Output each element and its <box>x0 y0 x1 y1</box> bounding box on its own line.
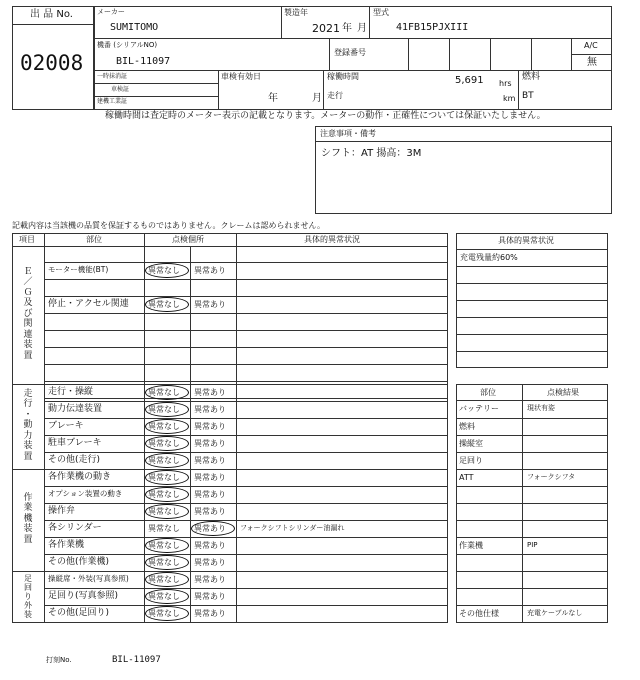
group-label-char: 及 <box>23 298 33 309</box>
notes-divider <box>315 141 612 142</box>
group-label-char: 作 <box>23 492 33 503</box>
right-result-row-line <box>456 571 608 572</box>
status-ok-circle <box>145 538 189 553</box>
status-ok-circle <box>145 453 189 468</box>
year-label: 製造年 <box>284 8 308 17</box>
table-row-line <box>44 452 448 453</box>
right-result-row-line <box>456 605 608 606</box>
table-row-line <box>44 588 448 589</box>
table-row-part: ブレーキ <box>48 421 84 431</box>
header-line <box>518 70 519 110</box>
group-label-char: 走 <box>23 388 33 399</box>
ac-value: 無 <box>587 57 597 68</box>
col-header-part: 部位 <box>86 235 102 244</box>
status-ng: 異常あり <box>194 609 226 618</box>
status-ok: 異常なし <box>148 473 180 482</box>
header-line <box>408 38 409 70</box>
month-unit: 月 <box>357 23 367 34</box>
table-row-detail: フォークシフトシリンダー油漏れ <box>240 524 345 532</box>
group-label-char: ・ <box>23 409 33 420</box>
status-ng: 異常あり <box>194 439 226 448</box>
status-ng: 異常あり <box>194 490 226 499</box>
status-ok-circle <box>145 589 189 604</box>
inspection-year-unit: 年 <box>268 93 278 104</box>
table-row-part: 各作業機の動き <box>48 472 112 482</box>
table-row-line <box>44 401 448 402</box>
table-row-part: 操縦席・外装(写真参照) <box>48 574 129 583</box>
notes-box <box>315 126 612 214</box>
table-header-line <box>12 246 448 247</box>
table-row-line <box>44 296 448 297</box>
header-line <box>94 70 612 71</box>
status-ng-circle <box>191 521 235 536</box>
hours-unit: hrs <box>499 79 512 88</box>
notes-label: 注意事項・備考 <box>320 129 376 138</box>
status-ok: 異常なし <box>148 541 180 550</box>
status-ng: 異常あり <box>194 541 226 550</box>
header-line <box>490 38 491 70</box>
table-row-line <box>44 605 448 606</box>
header-line <box>94 38 612 39</box>
stamp-value: BIL-11097 <box>112 655 161 665</box>
status-ok: 異常なし <box>148 592 180 601</box>
table-row-part: その他(作業機) <box>48 557 110 567</box>
maker-value: SUMITOMO <box>110 22 159 33</box>
year-value: 2021 <box>312 22 340 35</box>
header-line <box>369 6 370 38</box>
table-row-part: 足回り(写真参照) <box>48 591 119 601</box>
right-result-row-line <box>456 520 608 521</box>
right-result-row-line <box>456 435 608 436</box>
status-ok: 異常なし <box>148 266 180 275</box>
group-label-char: 回 <box>24 582 32 592</box>
group-label-char: び <box>23 308 33 319</box>
table-row-line <box>44 398 448 399</box>
status-ok-circle <box>145 263 189 278</box>
lot-number-label: 出 品 No. <box>30 9 73 20</box>
status-ok-circle <box>145 470 189 485</box>
status-ng: 異常あり <box>194 524 226 533</box>
table-row-part: その他(走行) <box>48 455 101 465</box>
status-ok: 異常なし <box>148 507 180 516</box>
group-label-char: り <box>24 591 32 601</box>
status-ok: 異常なし <box>148 609 180 618</box>
status-ok: 異常なし <box>148 524 180 533</box>
header-line <box>94 96 218 97</box>
status-ng: 異常あり <box>194 507 226 516</box>
group-label-char: 置 <box>23 451 33 462</box>
group-label <box>22 268 34 363</box>
header-line <box>531 38 532 70</box>
group-label-char: 動 <box>23 420 33 431</box>
right-result-row-line <box>456 418 608 419</box>
right-detail-row-line <box>456 334 608 335</box>
table-row-line <box>44 537 448 538</box>
ac-label: A/C <box>584 41 598 50</box>
right-result-row-line <box>456 503 608 504</box>
table-row-line <box>44 384 448 385</box>
table-col-line <box>44 233 45 623</box>
right-detail-row-line <box>456 351 608 352</box>
status-ok-circle <box>145 555 189 570</box>
group-label-char: ／ <box>23 277 33 288</box>
status-ok-circle <box>145 419 189 434</box>
right-result-row-line <box>456 486 608 487</box>
status-ok: 異常なし <box>148 490 180 499</box>
notes-text: シフト：AT 揚高：3M <box>321 148 422 159</box>
inspection-month-unit: 月 <box>312 93 322 104</box>
right-detail-row-line <box>456 283 608 284</box>
table-row-line <box>44 381 448 382</box>
vehicle-cert-label: 車検証 <box>111 86 130 93</box>
group-label-char: 業 <box>23 503 33 514</box>
vehicle-info-box <box>94 6 612 110</box>
status-ng: 異常あり <box>194 592 226 601</box>
status-ok: 異常なし <box>148 422 180 431</box>
status-ok-circle <box>145 436 189 451</box>
group-label-char: 力 <box>23 430 33 441</box>
status-ng: 異常あり <box>194 575 226 584</box>
right-result-value: 現状有姿 <box>527 404 555 412</box>
group-label <box>22 494 34 547</box>
right-result-part: 足回り <box>459 456 483 465</box>
right-result-row-line <box>456 452 608 453</box>
lot-number-value: 02008 <box>20 51 84 75</box>
group-label-char: 足 <box>24 573 32 583</box>
table-row-line <box>44 364 448 365</box>
special-cert-label: 建機工業証 <box>97 98 128 105</box>
col-header-item: 項目 <box>19 235 35 244</box>
right-detail-header-line <box>456 249 608 250</box>
inspection-label: 車検有効日 <box>221 72 261 81</box>
right-result-value: PIP <box>527 541 538 549</box>
right-detail-row-line <box>456 300 608 301</box>
km-label: 走行 <box>327 91 343 100</box>
status-ok-circle <box>145 606 189 621</box>
group-label <box>22 390 34 464</box>
model-value: 41FB15PJXIII <box>396 22 469 33</box>
right-result-row-line <box>456 537 608 538</box>
right-detail-row-line <box>456 317 608 318</box>
status-ng: 異常あり <box>194 266 226 275</box>
status-ng: 異常あり <box>194 388 226 397</box>
hours-label: 稼働時間 <box>327 72 359 81</box>
status-ok-circle <box>145 385 189 400</box>
group-label-char: 外 <box>24 600 32 610</box>
maker-label: メーカー <box>97 8 125 16</box>
status-ok: 異常なし <box>148 575 180 584</box>
right-result-part: バッテリー <box>459 404 499 413</box>
header-line <box>281 6 282 38</box>
table-row-part: 駐車ブレーキ <box>48 438 102 448</box>
status-ok-circle <box>145 572 189 587</box>
right-result-value: 充電ケーブルなし <box>527 609 583 617</box>
serial-label: 機番 (シリアルNO) <box>97 41 158 49</box>
table-row-line <box>44 554 448 555</box>
model-label: 型式 <box>373 8 389 17</box>
serial-value: BIL-11097 <box>116 56 171 67</box>
status-ok: 異常なし <box>148 300 180 309</box>
header-line <box>323 70 324 110</box>
status-ok-circle <box>145 504 189 519</box>
right-result-row-line <box>456 469 608 470</box>
table-row-part: 操作弁 <box>48 506 76 516</box>
status-ok-circle <box>145 402 189 417</box>
right-result-part: 燃料 <box>459 422 475 431</box>
status-ok-circle <box>145 487 189 502</box>
status-ng: 異常あり <box>194 405 226 414</box>
header-line <box>94 83 218 84</box>
hours-value: 5,691 <box>455 75 484 86</box>
status-ng: 異常あり <box>194 558 226 567</box>
stamp-label: 打刻No. <box>46 656 72 664</box>
right-result-part: ATT <box>459 473 474 482</box>
header-line <box>571 54 612 55</box>
group-label-char: 装 <box>23 441 33 452</box>
table-row-part: その他(足回り) <box>48 608 110 618</box>
status-ng: 異常あり <box>194 300 226 309</box>
group-label-char: Ｇ <box>23 287 33 298</box>
km-unit: km <box>503 94 516 103</box>
group-label-char: 行 <box>23 399 33 410</box>
temp-cert-label: 一時抹消証 <box>97 73 128 80</box>
table-row-part: 走行・操縦 <box>48 387 94 397</box>
right-result-part: その他仕様 <box>459 609 499 618</box>
col-header-detail: 具体的異常状況 <box>304 235 360 244</box>
table-row-line <box>44 347 448 348</box>
hours-disclaimer: 稼働時間は査定時のメーター表示の記載となります。メーターの動作・正確性については保証いたしません。 <box>105 111 546 121</box>
group-label <box>22 575 34 620</box>
table-row-line <box>44 503 448 504</box>
table-row-line <box>44 571 448 572</box>
status-ok: 異常なし <box>148 405 180 414</box>
right-result-row-line <box>456 554 608 555</box>
table-row-part: 停止・アクセル関連 <box>48 299 129 309</box>
table-col-line <box>236 233 237 623</box>
group-label-char: 機 <box>23 513 33 524</box>
table-row-line <box>44 469 448 470</box>
group-label-char: 置 <box>23 350 33 361</box>
col-header-check: 点検個所 <box>172 235 204 244</box>
table-row-line <box>44 313 448 314</box>
group-label-char: 装 <box>23 340 33 351</box>
header-line <box>571 38 572 70</box>
group-label-char: 置 <box>23 534 33 545</box>
right-result-value: フォークシフタ <box>527 473 576 481</box>
right-result-part: 操縦室 <box>459 439 483 448</box>
group-label-char: 装 <box>24 609 32 619</box>
table-row-line <box>44 330 448 331</box>
table-row-line <box>44 418 448 419</box>
status-ok: 異常なし <box>148 558 180 567</box>
disclaimer-text: 記載内容は当該機の品質を保証するものではありません。クレームは認められません。 <box>12 221 325 230</box>
group-label-char: Ｅ <box>23 266 33 277</box>
status-ng: 異常あり <box>194 473 226 482</box>
header-line <box>449 38 450 70</box>
right-result-header-result: 点検結果 <box>547 388 579 397</box>
table-row-part: 各作業機 <box>48 540 85 550</box>
status-ng: 異常あり <box>194 422 226 431</box>
table-row-line <box>44 520 448 521</box>
right-detail-row-line <box>456 266 608 267</box>
group-label-char: 装 <box>23 524 33 535</box>
status-ok: 異常なし <box>148 439 180 448</box>
status-ok: 異常なし <box>148 456 180 465</box>
right-detail-header: 具体的異常状況 <box>498 236 554 245</box>
table-row-part: 動力伝達装置 <box>48 404 103 414</box>
table-row-line <box>44 279 448 280</box>
status-ok: 異常なし <box>148 388 180 397</box>
year-unit: 年 <box>342 23 352 34</box>
lot-number-divider <box>12 24 94 25</box>
group-label-char: 連 <box>23 329 33 340</box>
header-line <box>329 38 330 70</box>
fuel-value: BT <box>522 91 534 101</box>
group-label-char: 関 <box>23 319 33 330</box>
table-row-part: 各シリンダー <box>48 523 102 533</box>
table-row-part: モーター機能(BT) <box>48 265 109 274</box>
right-result-row-line <box>456 588 608 589</box>
table-row-line <box>44 262 448 263</box>
right-detail-text: 充電残量約60% <box>460 253 518 262</box>
right-result-row-line <box>456 400 608 401</box>
fuel-label: 燃料 <box>522 72 541 82</box>
table-row-part: オプション装置の動き <box>48 489 123 498</box>
table-row-line <box>44 486 448 487</box>
header-line <box>218 70 219 110</box>
status-ng: 異常あり <box>194 456 226 465</box>
right-result-part: 作業機 <box>459 541 483 550</box>
right-result-header-part: 部位 <box>480 388 496 397</box>
table-row-line <box>44 435 448 436</box>
registration-label: 登録番号 <box>334 48 366 57</box>
status-ok-circle <box>145 297 189 312</box>
